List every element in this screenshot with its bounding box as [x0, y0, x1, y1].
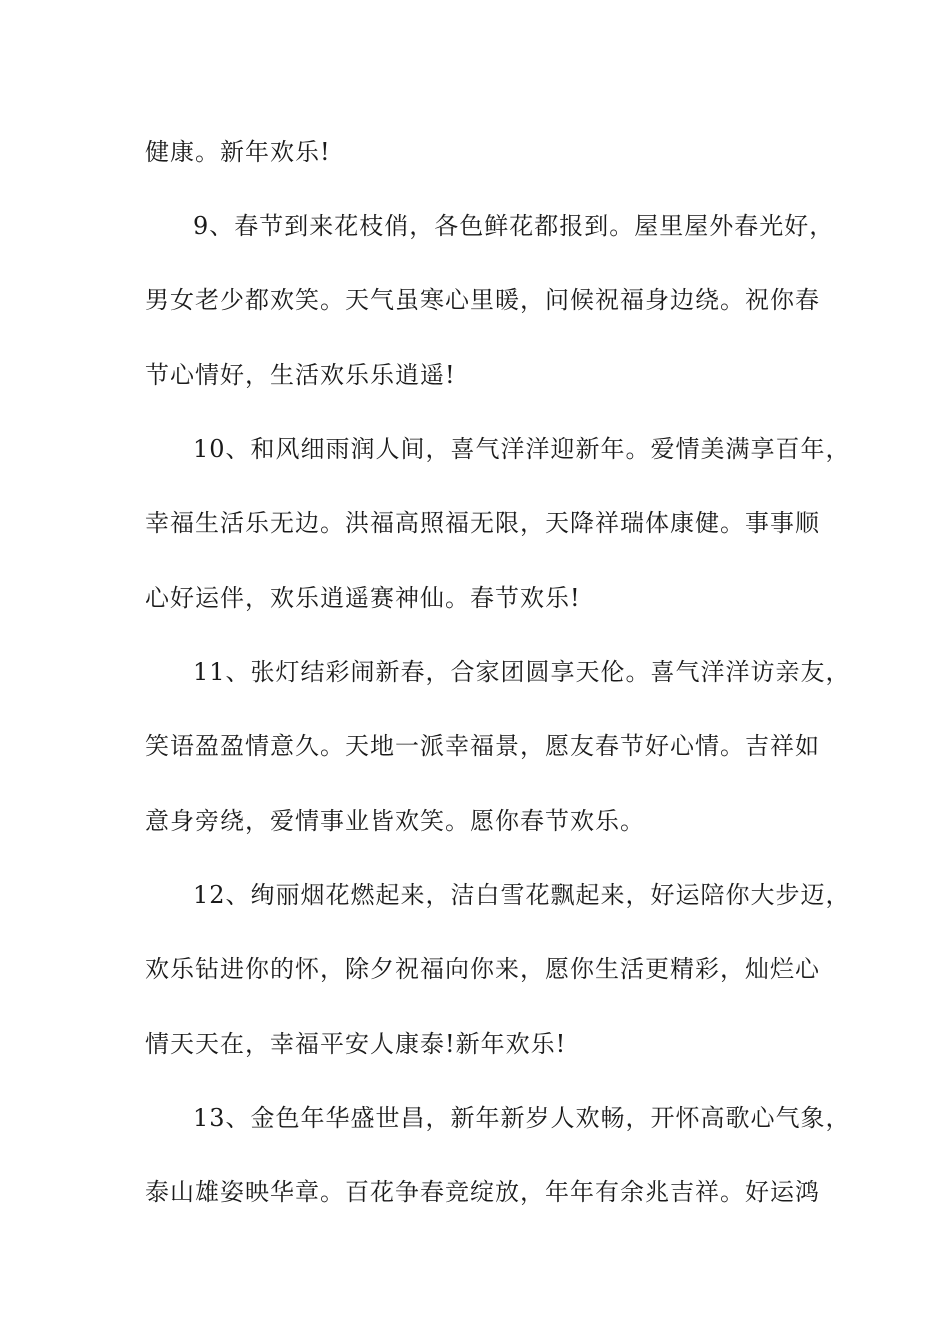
text-line: 健康。新年欢乐! — [145, 138, 331, 166]
text-line: 男女老少都欢笑。天气虽寒心里暖，问候祝福身边绕。祝你春 — [145, 286, 820, 314]
text-line: 13、金色年华盛世昌，新年新岁人欢畅，开怀高歌心气象， — [193, 1104, 851, 1132]
text-line: 欢乐钻进你的怀，除夕祝福向你来，愿你生活更精彩，灿烂心 — [145, 955, 820, 983]
text-line: 11、张灯结彩闹新春，合家团圆享天伦。喜气洋洋访亲友， — [193, 658, 851, 686]
text-line: 10、和风细雨润人间，喜气洋洋迎新年。爱情美满享百年， — [193, 435, 851, 463]
text-line: 12、绚丽烟花燃起来，洁白雪花飘起来，好运陪你大步迈， — [193, 881, 851, 909]
text-line: 情天天在，幸福平安人康泰!新年欢乐! — [145, 1030, 567, 1058]
text-line: 意身旁绕，爱情事业皆欢笑。愿你春节欢乐。 — [145, 807, 645, 835]
text-line: 幸福生活乐无边。洪福高照福无限，天降祥瑞体康健。事事顺 — [145, 509, 820, 537]
text-line: 心好运伴，欢乐逍遥赛神仙。春节欢乐! — [145, 584, 581, 612]
text-line: 9、春节到来花枝俏，各色鲜花都报到。屋里屋外春光好， — [193, 212, 835, 240]
text-line: 泰山雄姿映华章。百花争春竞绽放，年年有余兆吉祥。好运鸿 — [145, 1178, 820, 1206]
text-line: 节心情好，生活欢乐乐逍遥! — [145, 361, 456, 389]
text-line: 笑语盈盈情意久。天地一派幸福景，愿友春节好心情。吉祥如 — [145, 732, 820, 760]
